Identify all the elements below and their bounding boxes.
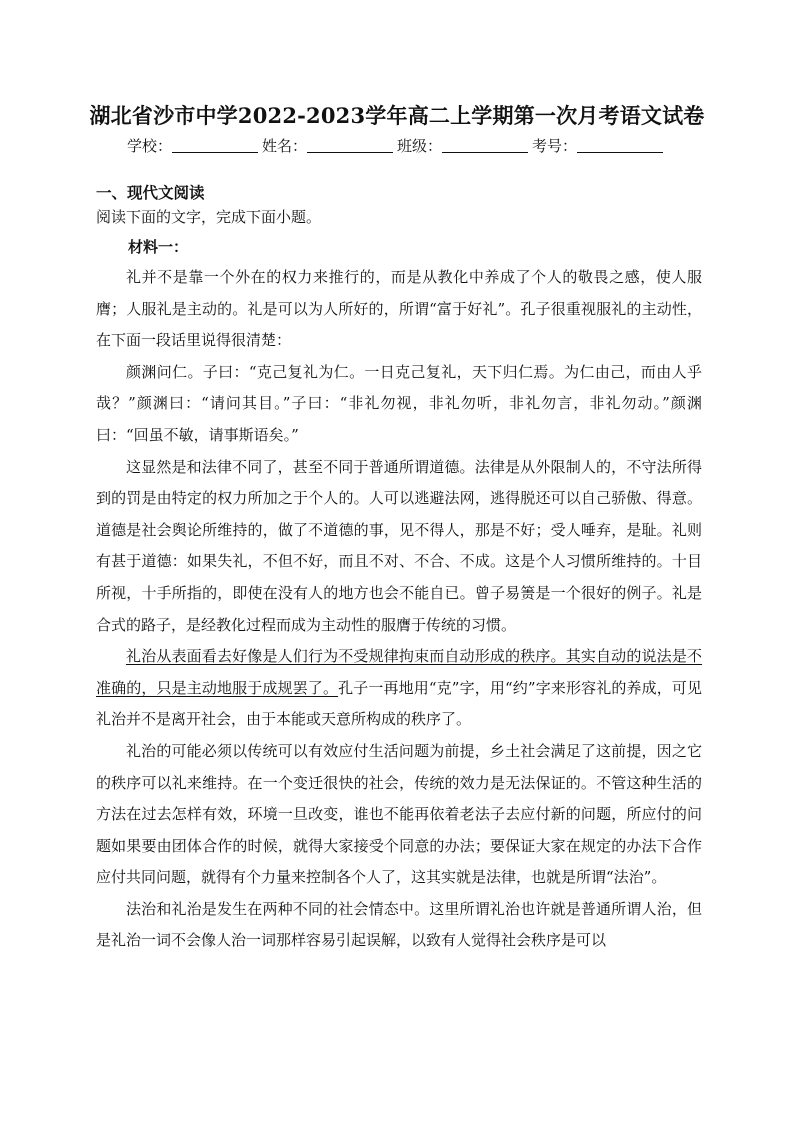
instruction-text: 阅读下面的文字，完成下面小题。 [96, 208, 322, 226]
name-label: 姓名： [261, 137, 307, 155]
exam-title: 湖北省沙市中学2022-2023学年高二上学期第一次月考语文试卷 [89, 103, 705, 128]
paragraph-5: 礼治的可能必须以传统可以有效应付生活问题为前提，乡土社会满足了这前提，因之它的秩序可以礼来维持。在一个变迁很快的社会，传统的效力是无法保证的。不管这种生活的方法在过去怎样有效，环境一旦改变，谁也不能再依着老法子去应付新的问题，所应付的问题如果要由团体合作的时候，就得大家接受个同意的办法；要保证大家在规定的办法下合作应付共同问题，就得有个力量来控制各个人了，这其实就是法律，也就是所谓“法治”。 [96, 741, 702, 887]
number-blank[interactable] [577, 137, 663, 153]
paragraph-3: 这显然是和法律不同了，甚至不同于普通所谓道德。法律是从外限制人的，不守法所得到的罚是由特定的权力所加之于个人的。人可以逃避法网，逃得脱还可以自己骄傲、得意。道德是社会舆论所维持的，做了不道德的事，见不得人，那是不好；受人唾弃，是耻。礼则有甚于道德：如果失礼，不但不好，而且不对、不合、不成。这是个人习惯所维持的。十目所视，十手所指的，即使在没有人的地方也会不能自已。曾子易箦是一个很好的例子。礼是合式的路子，是经教化过程而成为主动性的服膺于传统的习惯。 [96, 457, 702, 634]
school-blank[interactable] [172, 137, 258, 153]
school-label: 学校： [126, 137, 172, 155]
paragraph-6: 法治和礼治是发生在两种不同的社会情态中。这里所谓礼治也许就是普通所谓人治，但是礼治一词不会像人治一词那样容易引起误解，以致有人觉得社会秩序是可以 [96, 899, 702, 950]
class-blank[interactable] [442, 137, 528, 153]
section-heading: 一、现代文阅读 [96, 184, 205, 202]
underlined-sentence: 礼治从表面看去好像是人们行为不受规律拘束而自动形成的秩序。其实自动的说法是不准确的，只是主动地服于成规罢了。 [96, 647, 702, 697]
student-info-line [0, 135, 794, 156]
class-label: 班级： [397, 137, 443, 155]
paragraph-4 [96, 641, 702, 736]
paragraph-2: 颜渊问仁。子曰：“克己复礼为仁。一日克己复礼，天下归仁焉。为仁由己，而由人乎哉？”颜渊曰：“请问其目。”子曰：“非礼勿视，非礼勿听，非礼勿言，非礼勿动。”颜渊曰：“回虽不敏，请事斯语矣。” [96, 362, 702, 444]
passage-body [96, 262, 702, 957]
material-label: 材料一： [128, 238, 189, 256]
paragraph-1: 礼并不是靠一个外在的权力来推行的，而是从教化中养成了个人的敬畏之感，使人服膺；人服礼是主动的。礼是可以为人所好的，所谓“富于好礼”。孔子很重视服礼的主动性，在下面一段话里说得很清楚： [96, 268, 702, 350]
paragraph-4-rest: 孔子一再地用“克”字，用“约”字来形容礼的养成，可见礼治并不是离开社会，由于本能或天意所构成的秩序了。 [96, 678, 702, 729]
number-label: 考号： [532, 137, 578, 155]
name-blank[interactable] [307, 137, 393, 153]
